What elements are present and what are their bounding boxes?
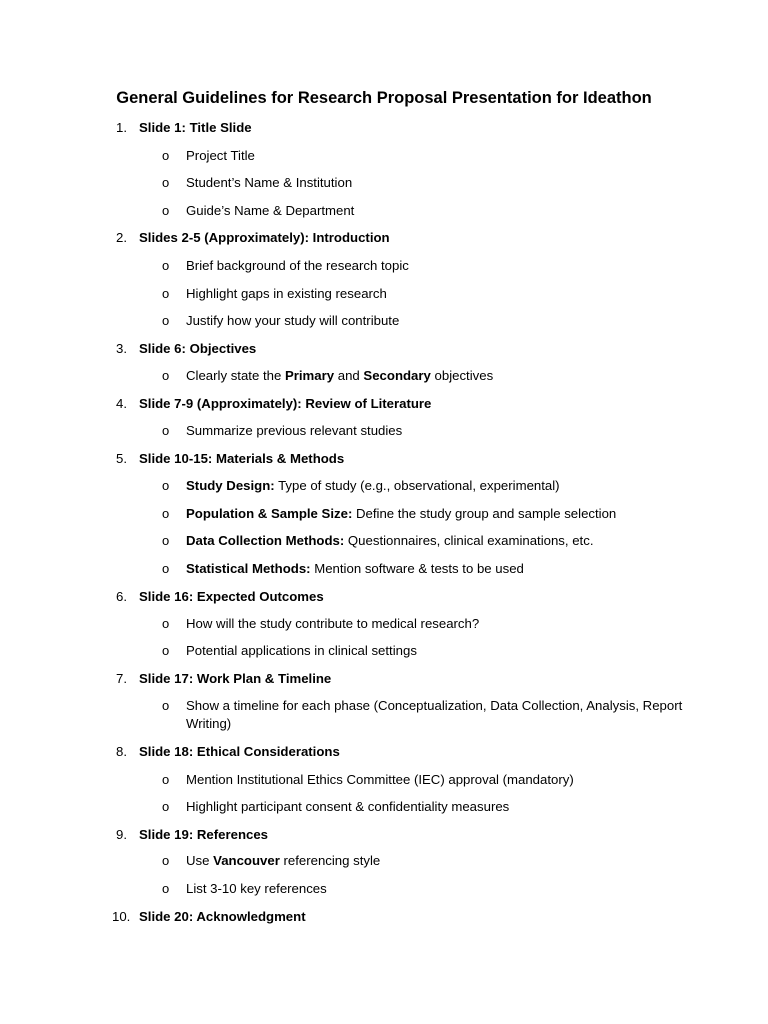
list-item: Project Title <box>186 148 255 163</box>
bullet-marker: o <box>162 881 170 896</box>
item-emphasis: Primary <box>284 368 335 383</box>
bullet-marker: o <box>162 772 170 787</box>
item-text: Define the study group and sample selection <box>352 506 617 521</box>
section-heading: Slide 16: Expected Outcomes <box>139 589 324 604</box>
section-number: 9. <box>116 827 127 842</box>
list-item: Summarize previous relevant studies <box>186 423 403 438</box>
bullet-marker: o <box>162 148 170 163</box>
list-item: Guide’s Name & Department <box>186 203 355 218</box>
list-item <box>186 532 686 550</box>
list-item: Potential applications in clinical settings <box>186 643 417 658</box>
section-number: 1. <box>116 120 127 135</box>
item-text: Mention software & tests to be used <box>310 561 524 576</box>
item-emphasis: Secondary <box>363 368 431 383</box>
list-item <box>186 367 686 385</box>
bullet-marker: o <box>162 313 170 328</box>
section-heading: Slide 10-15: Materials & Methods <box>139 451 345 466</box>
bullet-marker: o <box>162 616 170 631</box>
bullet-marker: o <box>162 423 170 438</box>
bullet-marker: o <box>162 643 170 658</box>
list-item: Highlight gaps in existing research <box>186 286 387 301</box>
section-heading: Slide 1: Title Slide <box>139 120 252 135</box>
item-label: Data Collection Methods: <box>186 533 345 548</box>
section-heading: Slide 19: References <box>139 827 269 842</box>
list-item <box>186 852 686 870</box>
section-number: 7. <box>116 671 127 686</box>
item-emphasis: Vancouver <box>213 853 280 868</box>
bullet-marker: o <box>162 203 170 218</box>
section-number: 8. <box>116 744 127 759</box>
list-item: List 3-10 key references <box>186 881 327 896</box>
list-item <box>186 477 686 495</box>
list-item: Mention Institutional Ethics Committee (IEC) approval (mandatory) <box>186 772 574 787</box>
section-number: 3. <box>116 341 127 356</box>
section-heading: Slide 7-9 (Approximately): Review of Literature <box>139 396 432 411</box>
list-item <box>186 560 686 578</box>
section-heading: Slide 20: Acknowledgment <box>139 909 306 924</box>
section-number: 4. <box>116 396 127 411</box>
bullet-marker: o <box>162 258 170 273</box>
item-label: Study Design: <box>186 478 275 493</box>
list-item: Justify how your study will contribute <box>186 313 400 328</box>
bullet-marker: o <box>162 533 170 548</box>
section-heading: Slide 6: Objectives <box>139 341 257 356</box>
list-item: How will the study contribute to medical research? <box>186 616 480 631</box>
item-text: Clearly state the <box>186 368 285 383</box>
item-text: Questionnaires, clinical examinations, etc. <box>344 533 594 548</box>
bullet-marker: o <box>162 286 170 301</box>
section-number: 2. <box>116 230 127 245</box>
section-heading: Slide 17: Work Plan & Timeline <box>139 671 332 686</box>
item-text: referencing style <box>279 853 381 868</box>
list-item: Show a timeline for each phase (Conceptualization, Data Collection, Analysis, Report Writing) <box>186 698 683 731</box>
section-heading: Slide 18: Ethical Considerations <box>139 744 340 759</box>
item-text: and <box>334 368 364 383</box>
section-number: 10. <box>112 909 131 924</box>
item-label: Population & Sample Size: <box>186 506 353 521</box>
list-item <box>186 505 686 523</box>
document-title: General Guidelines for Research Proposal Presentation for Ideathon <box>116 89 652 107</box>
bullet-marker: o <box>162 698 170 713</box>
section-heading: Slides 2-5 (Approximately): Introduction <box>139 230 390 245</box>
item-text: Use <box>186 853 214 868</box>
list-item: Student’s Name & Institution <box>186 175 353 190</box>
bullet-marker: o <box>162 478 170 493</box>
section-number: 5. <box>116 451 127 466</box>
list-item: Brief background of the research topic <box>186 258 409 273</box>
bullet-marker: o <box>162 853 170 868</box>
bullet-marker: o <box>162 368 170 383</box>
item-text: Type of study (e.g., observational, experimental) <box>274 478 560 493</box>
bullet-marker: o <box>162 175 170 190</box>
bullet-marker: o <box>162 561 170 576</box>
item-text: objectives <box>430 368 494 383</box>
list-item: Highlight participant consent & confidentiality measures <box>186 799 510 814</box>
item-label: Statistical Methods: <box>186 561 311 576</box>
section-number: 6. <box>116 589 127 604</box>
bullet-marker: o <box>162 506 170 521</box>
bullet-marker: o <box>162 799 170 814</box>
